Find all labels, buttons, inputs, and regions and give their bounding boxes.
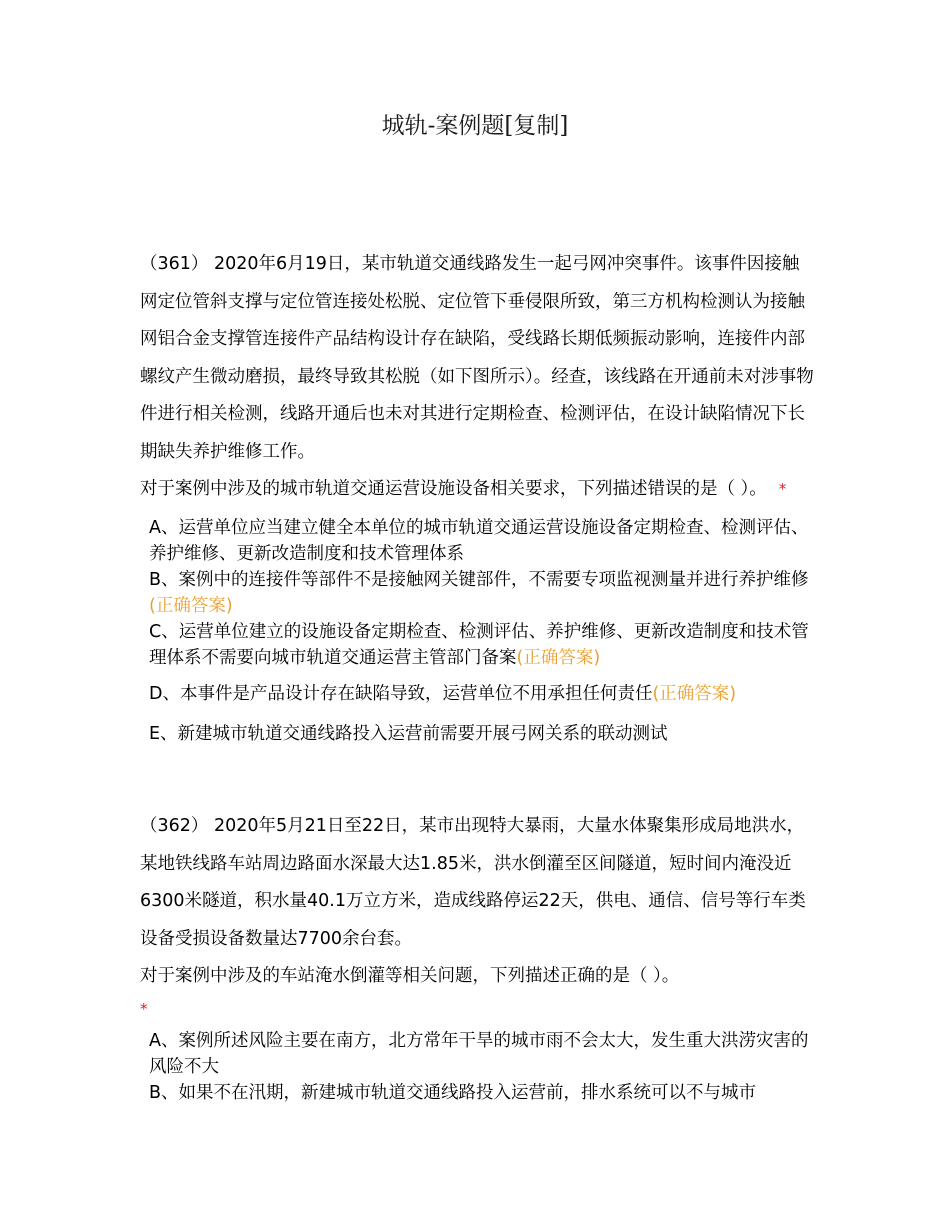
required-mark: * <box>140 999 148 1018</box>
option-list <box>140 1028 815 1106</box>
question-362 <box>140 808 815 1106</box>
option-a[interactable]: A、案例所述风险主要在南方，北方常年干旱的城市雨不会太大，发生重大洪涝灾害的风险不大 <box>149 1030 809 1077</box>
question-prompt: 对于案例中涉及的城市轨道交通运营设施设备相关要求，下列描述错误的是（ ）。 * <box>140 479 787 499</box>
question-prompt: 对于案例中涉及的车站淹水倒灌等相关问题，下列描述正确的是（ ）。 <box>140 966 680 986</box>
option-d[interactable]: D、本事件是产品设计存在缺陷导致，运营单位不用承担任何责任(正确答案) <box>149 683 737 704</box>
correct-answer-tag: (正确答案) <box>516 647 601 668</box>
option-b[interactable]: B、案例中的连接件等部件不是接触网关键部件，不需要专项监视测量并进行养护维修(正确答案) <box>149 569 809 616</box>
question-stem: （361） 2020年6月19日，某市轨道交通线路发生一起弓网冲突事件。该事件因接触网定位管斜支撑与定位管连接处松脱、定位管下垂侵限所致，第三方机构检测认为接触网铝合金支撑管连接件产品结构设计存在缺陷，受线路长期低频振动影响，连接件内部螺纹产生微动磨损，最终导致其松脱（如下图所示）。经查，该线路在开通前未对涉事物件进行相关检测，线路开通后也未对其进行定期检查、检测评估，在设计缺陷情况下长期缺失养护维修工作。 <box>140 254 814 462</box>
option-list <box>140 515 815 747</box>
option-c[interactable]: C、运营单位建立的设施设备定期检查、检测评估、养护维修、更新改造制度和技术管理体系不需要向城市轨道交通运营主管部门备案(正确答案) <box>149 621 809 668</box>
page-title: 城轨-案例题[复制] <box>381 113 569 139</box>
correct-answer-tag: (正确答案) <box>652 683 737 704</box>
option-e[interactable]: E、新建城市轨道交通线路投入运营前需要开展弓网关系的联动测试 <box>149 723 668 744</box>
question-stem: （362） 2020年5月21日至22日，某市出现特大暴雨，大量水体聚集形成局地洪水，某地铁线路车站周边路面水深最大达1.85米，洪水倒灌至区间隧道，短时间内淹没近6300米隧道，积水量40.1万立方米，造成线路停运22天，供电、通信、信号等行车类设备受损设备数量达7700余台套。 <box>140 816 806 949</box>
option-b[interactable]: B、如果不在汛期，新建城市轨道交通线路投入运营前，排水系统可以不与城市 <box>149 1082 757 1103</box>
correct-answer-tag: (正确答案) <box>149 595 233 616</box>
option-a[interactable]: A、运营单位应当建立健全本单位的城市轨道交通运营设施设备定期检查、检测评估、养护维修、更新改造制度和技术管理体系 <box>149 517 809 564</box>
question-361 <box>140 246 815 747</box>
required-mark: * <box>778 480 787 498</box>
